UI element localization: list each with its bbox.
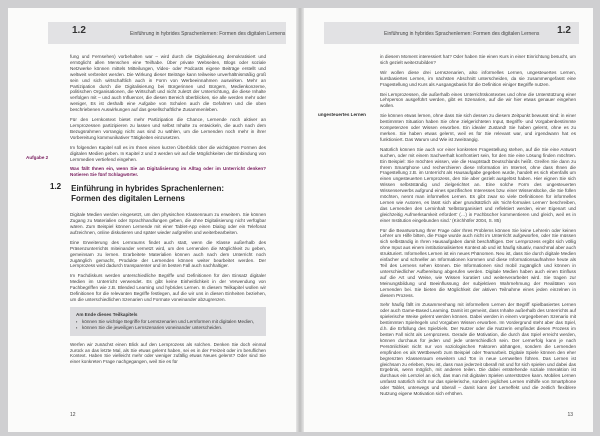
paragraph: Für die Beantwortung Ihrer Frage oder Ihres Problems können Sie keine Lehrerin oder keinen Lehrer um Hilfe bitten, die Frage wurde auch nicht im Unterricht aufgeworfen, oder Sie müssen sich selbständig in Ihren Hausaufgaben damit beschäftigen. Der Lernprozess ergibt sich völlig ohne Input aus einem institutionalisierten Kontext ab und ist häufig situativ, manchmal aber auch strukturiert. Informelles Lernen ist ein neues Phänomen. Neu ist, dass Sie durch digitale Medien einfacher und schneller an Informationen kommen und diese Informationsaufnahme heute als Teil des Lernens sehen können. Die Informationen sind mobil zugänglich und können in unterschiedlicher Aufbereitung abgerufen werden. Digitale Medien haben auch einen Einfluss auf die Art und Weise, wie Wissen kuratiert und weiterverarbeitet wird. Sie tragen zur Meinungsbildung und Beeinflussung der subjektiven Wahrnehmung der Realitäten von Lernenden bei. Sie bieten die Möglichkeit der aktiven Teilnahme eines jeden einzelnen in diesem Prozess. [380,227,576,298]
paragraph: Für den Lernkontext bietet mehr Partizipation die Chance, Lernende noch aktiver an Lernprozessen partizipieren zu lassen und selbst Inhalte zu entwickeln, die auch nach dem Bezugsrahmen vorrangig nicht aus sind zu wählen, um die Lernenden noch mehr in ihrer Vorbereitung kommunikativer Tätigkeiten einzusetzen. [70,117,266,140]
book-gutter [296,8,304,432]
objective-item: ▪ können Sie wichtige Begriffe für Lernszenarien und Lernformen mit digitalen Medien, [76,319,260,325]
task-text: Was fällt Ihnen ein, wenn Sie an Digitalisierung im Alltag oder im Unterricht denken? Notieren Sie fünf Schlagwörter. [70,166,266,178]
paragraph: Wir wollen diese drei Lernszenarien, also informelles Lernen, ungesteuertes Lernen, kursbasiertes Lernen, im nächsten Abschnitt unterscheiden, da sie zusammengefasst eine Fragestellung und Kurs als Ausgangsbasis für die Definition einiger Begriffe nutzen. [380,69,576,87]
paragraph: Digitale Medien werden eingesetzt, um den physischen Klassenraum zu erweitern. Sie können Zugang zu Materialien oder Sprachhandlungen geben, die ohne Digitalisierung nicht verfügbar wären. Zum Beispiel können Lernende mit einer Tablet-App einen Dialog oder ein Telefonat aufzeichnen, online diskutieren und später wieder aufgreifen und weiterbearbeiten. [70,212,266,235]
page-number: 13 [567,412,573,418]
right-page [304,8,593,432]
margin-term: ungesteuertes Lernen [318,112,366,117]
section-title-line: Einführung in hybrides Sprachenlernen: [71,184,225,194]
paragraph: Im Fachdiskurs werden unterschiedliche Begriffe und Definitionen für den Einsatz digitaler Medien im Unterricht verwendet. Es gibt keine Einheitlichkeit in der Verwendung von Fachbegriffen wie z.B. Blended Learning und hybrides Lernen. In diesem Teilkapitel wollen wir Definitionen für die relevanten Begriffe festlegen, auf die wir uns in diesen Einheiten beziehen, um die unterschiedlichen Szenarien und Formate voneinander abzugrenzen. [70,273,266,302]
section-title [71,184,224,204]
paragraph: Natürlich können Sie auch vor einer konkreten Fragestellung stehen, auf die Sie eine Antwort suchen, oder mit einem Sachverhalt konfrontiert sein, für den Sie eine Lösung finden möchten. Ein Beispiel: Sie möchten wissen, wie die Hauptstadt Deutschlands heißt. Greifen Sie dann zu Ihrem Smartphone und recherchieren diese Information im Internet, ohne dass Ihnen die Fragestellung z.B. im Unterricht als Hausaufgabe gegeben wurde, handelt es sich ebenfalls um einen ungesteuerten Lernprozess, den Sie aber gezielt ausgelöst haben. Hier eignen Sie sich Wissen selbstständig und zielgerichtet an. Eine solche Form des ungesteuerten Wissenserwerbs aufgrund eines spezifischen Interesses bzw. einer Wissenslücke, die Sie füllen möchten, nennt man informelles Lernen. Es gibt zwar so viele Definitionen für informelles Lernen wie Autoren, es lässt sich aber grundsätzlich als 'nicht-formales Lernen' beschreiben, das Lernenden den Lerninhalt 'selbstorganisiert und reflektiert werden, einer Eigenart und gleichzeitig Aufmerksamkeit erfordert' (…) in Fachbücher kommentieren und gleich, weil es in einer Institution eingebunden sind.' (Kirchhöfer 2004, S. 85) [380,146,576,223]
page-number: 12 [70,412,76,418]
chapter-number: 1.2 [557,25,571,36]
chapter-number: 1.2 [72,25,86,36]
objectives-title: Am Ende dieses Teilkapitels [76,311,138,317]
running-title: Einführung in hybrides Sprachenlernen: Formen des digitalen Lernens [130,31,286,37]
page-header [324,22,579,44]
objective-item: ▪ können Sie die jeweiligen Lernszenarien voneinander unterscheiden. [76,325,260,331]
paragraph: Werfen wir zunächst einen Blick auf den Lernprozess als solchen. Denken Sie doch einmal zurück an das letzte Mal, als Sie etwas gelernt haben, sei es in der Freizeit oder im beruflichen Kontext. Haben Sie vielleicht mehr oder weniger zufällig etwas Neues gelernt? Oder sind Sie einer konkreten Frage nachgegangen, weil Sie es für [70,341,266,365]
left-page [8,8,296,432]
paragraph: in diesem Moment interessiert hat? Oder haben Sie einen Kurs in einer Einrichtung besucht, um sich gezielt weiterzubilden? [380,54,576,65]
learning-objectives-box [70,307,266,336]
section-title-line: Formen des digitalen Lernens [71,194,185,204]
paragraph: Im folgenden Kapitel soll es im Ihnen einen kurzen Überblick über die wichtigsten Formen des digitalen Medien geben. In Kapitel 2 und 3 werden wir auf die Möglichkeiten der Einbindung von Lernmedien vertiefend eingehen. [70,144,266,162]
right-column [380,54,576,401]
paragraph: Bei Lernprozessen, die außerhalb eines Unterrichtskontextes und ohne die Unterstützung einer Lehrperson ausgeführt werden, gibt es Szenarien, auf die wir hier etwas genauer eingehen wollen. [380,91,576,109]
page-header [48,22,286,44]
running-title: Einführung in hybrides Sprachenlernen: Formen des digitalen Lernens [384,31,540,37]
paragraph: fung und Fernsehen) vorbehalten war – wird durch die Digitalisierung demokratisiert und ermöglicht allen Menschen eine Teilhabe. Über private Webseiten, Blogs oder soziale Netzwerke können mittels Mitteilungen, Video- oder Podcasts eigene Beiträge erstellt und weltweit verbreitet werden. Die Wirkung dieser Beiträge kann teilweise unverhältnismäßig groß sein und sich wirtschaftlich auch in Form von Werbeeinnahmen auswirken. Mehr an Partizipation durch die Digitalisierung bei Bürgerinnen und Bürgern, Medienkonzerne, politischen Organisationen, die Wirtschaft und nicht zuletzt der Unterrichtung, die diese Inhalte verfolgen mit – und auch Influencer, die diesen Bereich überblicken, sie alle werden mehr oder weniger, Es ist deshalb eine Aufgabe von Schulen auch die Gefahren und die oben beschriebenen Auswirkungen auf das gesellschaftliche Zusammenleben. [70,54,266,113]
section-number: 1.2 [50,182,62,192]
paragraph: Sehr häufig fällt im Zusammenhang mit informellem Lernen der Begriff spielbasiertes Lernen oder auch Game-Based Learning. Damit ist gemeint, dass Inhalte außerhalb des Unterrichts auf spielerische Weise gelernt werden können. Dabei werden in einem vorgegebenen Szenario mit bestimmten Spielregeln und Vorgaben Wissen erworben. Im Vordergrund steht aber das Spiel, d.h. die Erfüllung des Spielziels. Der Nutzer oder die Nutzerin empfindet diesen Prozess im besten Fall nicht als Lernprozess. Gerade die Motivation, die durch das Spiel erreicht werden, können durchaus für jeden und jede unterschiedlich sein. Der Lernerfolg kann je nach Persönlichkeit nicht nur von soziologischen Faktoren abhängen, sondern die Lernenden empfinden es als Wettbewerb zum Beispiel oder Teamarbeit. Digitale Spiele können den eher begrenzten Klassenraum erweitern und Ton in neue Lernwelten führen. Das Lernen ist gleichsam zu erleben, Neu ist, dass man jederzeit überall mit und für sich spielen und dabei das Ergebnis, wenn möglich, mit anderen teilen. Die dabei entstehende soziale Interaktion ist durchaus ein Lernziel an sich, das man mit digitalen Spielen unterstützen kann. Mobiles Lernen umfasst natürlich nicht nur das spielerische, sondern jegliches Lernen mithilfe von Smartphone oder Tablet, unterwegs und überall – damit kann der Lerneffekt und die zeitlich flexiblere Nutzung eigene Motivation sich erhöhen. [380,302,576,397]
paragraph: Sie können etwas lernen, ohne dass Sie sich dessen zu diesem Zeitpunkt bewusst sind: in einer bestimmten Situation haben Sie ohne zielgerichteten Input, Begriffs- und Vorgabenbestimmte Kompetenzen oder Wissen erworben. Ein idealer Zustand! Sie haben gelernt, ohne es zu merken. Sie haben etwas gelernt, weil es für Sie relevant war, und irgendwann hat es funktioniert. Das Warum und Wie ist zweitrangig. [380,113,576,142]
task-label: Aufgabe 2 [26,155,49,160]
left-column [50,54,266,369]
section-heading [50,184,266,204]
paragraph: Eine Erweiterung des Lernraums findet auch statt, wenn die Klasse außerhalb des Präsenzunterrichts miteinander vernetzt wird, um den Lernenden die Möglichkeit zu geben, gemeinsam zu lernen. Erarbeitete Materialien können auch nach dem Unterricht noch zugänglich gemacht, Produkte der Lernenden können weiter bearbeitet werden. Der Lernprozess wird dadurch transparenter und im besten Fall auch nachhaltiger. [70,239,266,269]
